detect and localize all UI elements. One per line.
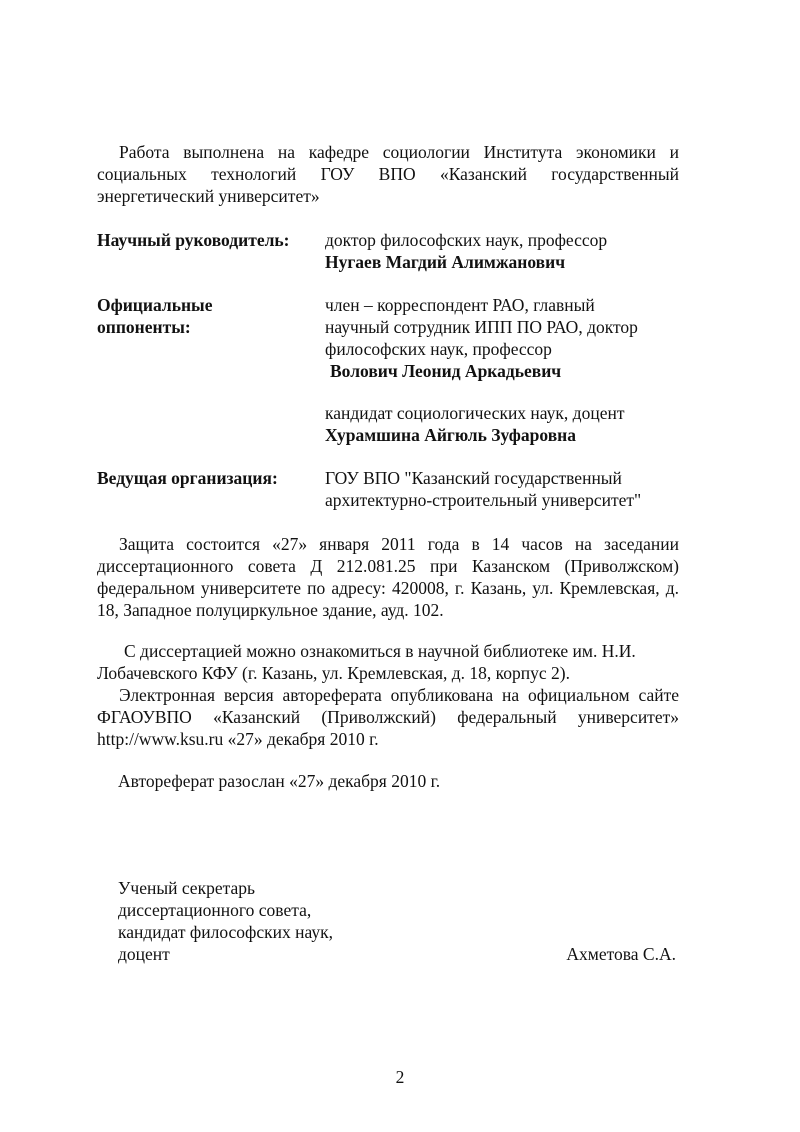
secretary-block xyxy=(118,877,333,965)
leading-org-info xyxy=(325,467,685,511)
leading-org-line1: ГОУ ВПО "Казанский государственный xyxy=(325,468,622,488)
opponent-first xyxy=(325,294,685,382)
secretary-line1: Ученый секретарь xyxy=(118,878,255,898)
opponent-first-title-line3: философских наук, профессор xyxy=(325,339,552,359)
supervisor-label: Научный руководитель: xyxy=(97,230,290,250)
opponent-first-name: Волович Леонид Аркадьевич xyxy=(330,361,562,381)
leading-org-label: Ведущая организация: xyxy=(97,468,278,488)
secretary-line2: диссертационного совета, xyxy=(118,900,312,920)
defense-paragraph: Защита состоится «27» января 2011 года в 14 часов на заседании диссертационного совета Д 212.081.25 при Казанском (Приволжском) федеральном университете по адресу: 420008, г. Казань, ул. Кремлевская, д. 18, Западное полуциркульное здание, ауд. 102. xyxy=(97,534,679,620)
page-number: 2 xyxy=(395,1067,405,1087)
electronic-paragraph: Электронная версия автореферата опубликована на официальном сайте ФГАОУВПО «Казанский (Приволжский) федеральный университет» http://www.ksu.ru «27» декабря 2010 г. xyxy=(97,685,679,749)
supervisor-info xyxy=(325,229,685,273)
supervisor-title: доктор философских наук, профессор xyxy=(325,230,608,250)
leading-org-line2: архитектурно-строительный университет" xyxy=(325,490,642,510)
library-paragraph xyxy=(97,640,679,684)
library-line1: С диссертацией можно ознакомиться в научной библиотеке им. Н.И. xyxy=(124,641,636,661)
opponents-label xyxy=(97,294,212,338)
opponent-first-title-line1: член – корреспондент РАО, главный xyxy=(325,295,595,315)
supervisor-name: Нугаев Магдий Алимжанович xyxy=(325,252,566,272)
opponent-second-title: кандидат социологических наук, доцент xyxy=(325,403,625,423)
intro-paragraph: Работа выполнена на кафедре социологии Института экономики и социальных технологий ГОУ ВПО «Казанский государственный энергетический университет» xyxy=(97,142,679,206)
opponent-second-name: Хурамшина Айгюль Зуфаровна xyxy=(325,425,576,445)
opponents-label-line2: оппоненты: xyxy=(97,317,191,337)
secretary-line4: доцент xyxy=(118,944,170,964)
opponent-first-title-line2: научный сотрудник ИПП ПО РАО, доктор xyxy=(325,317,638,337)
library-line2: Лобачевского КФУ (г. Казань, ул. Кремлевская, д. 18, корпус 2). xyxy=(97,663,570,683)
opponents-label-line1: Официальные xyxy=(97,295,213,315)
secretary-name: Ахметова С.А. xyxy=(566,944,676,964)
secretary-line3: кандидат философских наук, xyxy=(118,922,333,942)
sent-date: Автореферат разослан «27» декабря 2010 г. xyxy=(118,771,441,791)
opponent-second xyxy=(325,402,685,446)
